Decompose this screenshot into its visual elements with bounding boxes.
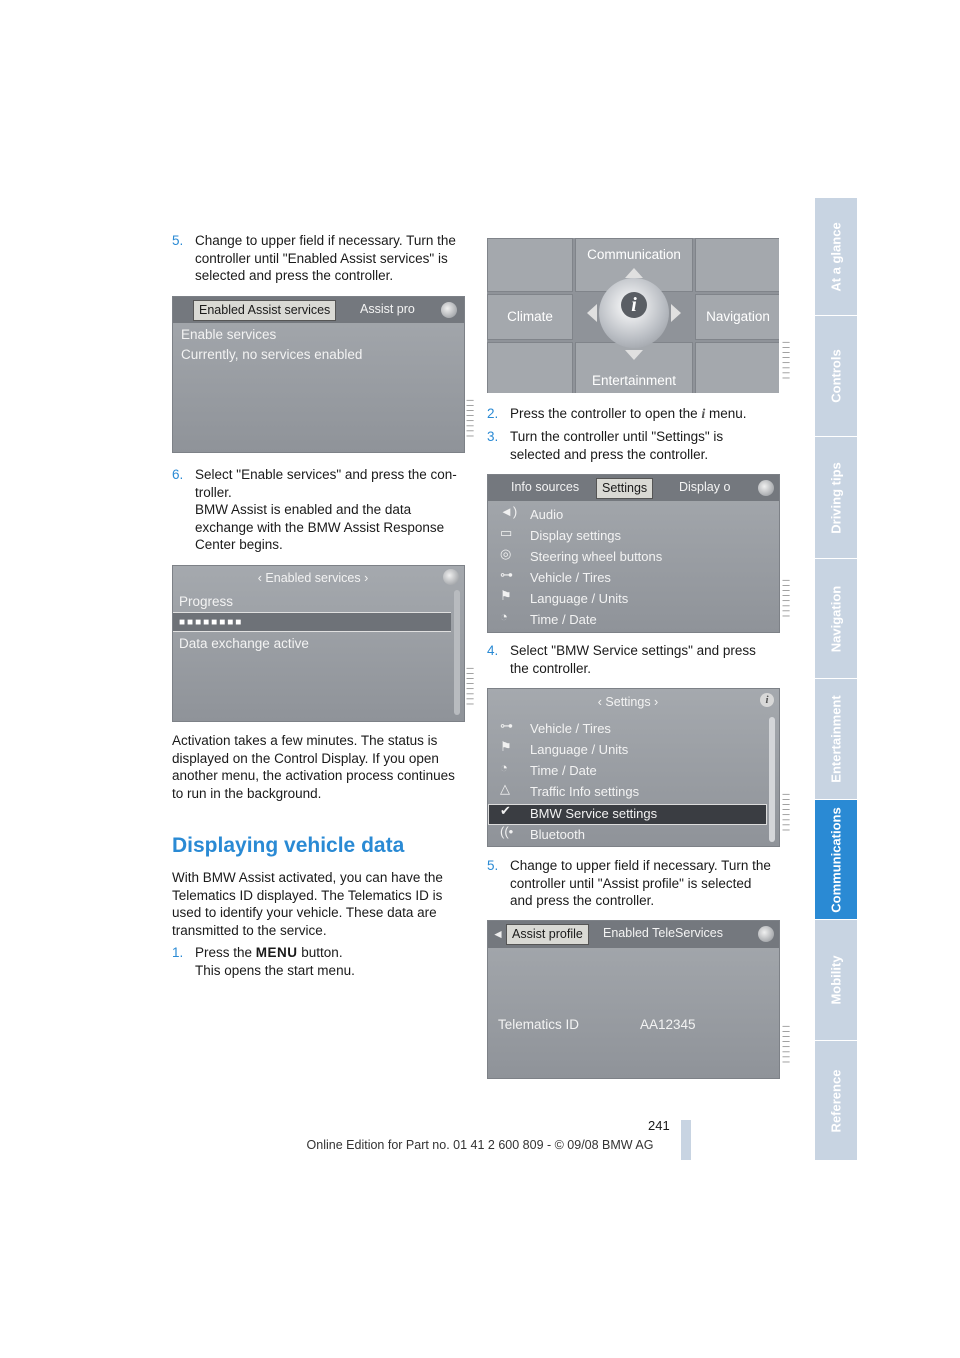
menu-climate[interactable]: Climate — [487, 294, 573, 340]
scrollbar[interactable] — [454, 590, 460, 715]
start-menu-screen — [487, 238, 779, 393]
telematics-id-value: AA12345 — [640, 1017, 696, 1032]
scrollbar[interactable] — [769, 717, 775, 842]
progress-blocks: ■■■■■■■■ — [179, 617, 244, 628]
status-text: Currently, no services enabled — [181, 347, 363, 362]
tab-at-a-glance[interactable]: At a glance — [815, 198, 857, 316]
list-item-language-units[interactable]: ⚑ Language / Units — [500, 588, 629, 606]
menu-corner — [487, 342, 573, 393]
footer-text: Online Edition for Part no. 01 41 2 600 809 - © 09/08 BMW AG — [306, 1138, 654, 1152]
step-text-line: Center begins. — [195, 537, 283, 552]
page-number: 241 — [648, 1118, 670, 1133]
screen-info-settings — [487, 474, 780, 633]
image-code: ▏▏▏▏▏▏▏▏ — [782, 1026, 788, 1067]
arrow-right-icon — [671, 304, 681, 322]
step-text-line: BMW Assist is enabled and the data — [195, 502, 412, 517]
progress-bar — [173, 612, 451, 632]
section-heading: Displaying vehicle data — [172, 834, 405, 857]
data-exchange-status: Data exchange active — [179, 636, 309, 651]
screen-enabled-services — [172, 565, 465, 722]
step-number: 5. — [172, 233, 184, 248]
flag-icon: ⚑ — [500, 588, 512, 603]
step-number: 4. — [487, 643, 499, 658]
image-code: ▏▏▏▏▏▏▏▏ — [782, 342, 788, 383]
list-item-vehicle-tires[interactable]: ⊶ Vehicle / Tires — [500, 718, 611, 736]
tab-reference[interactable]: Reference — [815, 1041, 857, 1161]
menu-navigation[interactable]: Navigation — [695, 294, 779, 340]
activation-paragraph: Activation takes a few minutes. The status is displayed on the Control Display. If you open another menu, the activation process continues to run in the background. — [172, 733, 455, 801]
step-number: 2. — [487, 406, 499, 421]
traffic-sign-icon: △ — [500, 781, 510, 796]
menu-communication[interactable]: Communication — [575, 238, 693, 292]
image-code: ▏▏▏▏▏▏▏▏ — [466, 668, 472, 709]
controller-icon — [758, 480, 774, 496]
tab-controls[interactable]: Controls — [815, 316, 857, 437]
menu-corner — [695, 342, 779, 393]
step-number: 3. — [487, 429, 499, 444]
arrow-down-icon — [625, 350, 643, 360]
list-item-display-settings[interactable]: ▭ Display settings — [500, 525, 622, 543]
controller-dial-icon — [599, 278, 669, 348]
image-code: ▏▏▏▏▏▏▏▏ — [782, 580, 788, 621]
image-code: ▏▏▏▏▏▏▏▏ — [782, 794, 788, 835]
flag-icon: ⚑ — [500, 739, 512, 754]
menu-entertainment[interactable]: Entertainment — [575, 342, 693, 393]
clock-icon: ◔ — [500, 609, 508, 624]
list-item-bluetooth[interactable]: ((• Bluetooth — [500, 824, 585, 842]
menu-corner — [695, 238, 779, 292]
clock-icon: ◔ — [500, 760, 508, 775]
list-item-time-date[interactable]: ◔ Time / Date — [500, 760, 597, 778]
controller-icon — [758, 926, 774, 942]
screen-title: ‹ Settings › — [597, 695, 659, 709]
tab-assist-profile[interactable]: Assist profile — [506, 924, 589, 945]
bluetooth-icon: ((• — [500, 824, 514, 839]
screen-enabled-assist-services — [172, 296, 465, 453]
screen-title: ‹ Enabled services › — [257, 571, 369, 585]
enable-services-item[interactable]: Enable services — [181, 327, 277, 342]
car-icon: ⊶ — [500, 718, 513, 733]
menu-button-label: MENU — [255, 945, 298, 960]
controller-icon — [441, 302, 457, 318]
info-icon: i — [760, 693, 774, 707]
step-number: 6. — [172, 467, 184, 482]
tab-communications[interactable]: Communications — [815, 800, 857, 920]
tab-navigation[interactable]: Navigation — [815, 559, 857, 679]
step-text-line: Select "Enable services" and press the con- — [195, 467, 457, 482]
audio-icon: ◄) — [500, 504, 518, 519]
step-text-line: exchange with the BMW Assist Response — [195, 519, 445, 535]
list-item-vehicle-tires[interactable]: ⊶ Vehicle / Tires — [500, 567, 611, 585]
image-code: ▏▏▏▏▏▏▏▏ — [466, 400, 472, 441]
tab-enabled-teleservices[interactable]: Enabled TeleServices — [603, 926, 723, 940]
tab-display-off[interactable]: Display o — [679, 480, 731, 494]
service-icon: ✔ — [500, 803, 511, 818]
screen-settings-list — [487, 688, 780, 847]
telematics-id-label: Telematics ID — [498, 1017, 580, 1032]
step-text-line: controller until "Enabled Assist services" is — [195, 250, 448, 266]
display-icon: ▭ — [500, 525, 513, 540]
progress-label: Progress — [179, 594, 234, 609]
step-number: 5. — [487, 858, 499, 873]
arrow-left-icon — [587, 304, 597, 322]
step-text-line: selected and press the controller. — [195, 268, 394, 283]
step-number: 1. — [172, 945, 184, 960]
arrow-left-icon: ◄ — [492, 927, 504, 941]
car-icon: ⊶ — [500, 567, 513, 582]
list-item-language-units[interactable]: ⚑ Language / Units — [500, 739, 629, 757]
list-item-audio[interactable]: ◄) Audio — [500, 504, 564, 522]
controller-icon — [443, 569, 459, 585]
arrow-up-icon — [625, 268, 643, 278]
tab-mobility[interactable]: Mobility — [815, 920, 857, 1041]
menu-corner — [487, 238, 573, 292]
list-item-bmw-service-settings[interactable]: ✔ BMW Service settings — [500, 803, 658, 821]
tab-assist-profile[interactable]: Assist pro — [360, 302, 415, 316]
tab-enabled-assist-services[interactable]: Enabled Assist services — [193, 300, 336, 321]
screen-assist-profile — [487, 920, 780, 1079]
step-text-line: Change to upper field if necessary. Turn the — [195, 233, 456, 248]
info-icon: i — [621, 292, 647, 318]
tab-entertainment[interactable]: Entertainment — [815, 679, 857, 800]
steering-wheel-icon: ◎ — [500, 546, 512, 561]
tab-info-sources[interactable]: Info sources — [511, 480, 580, 494]
step-text-line: troller. — [195, 484, 232, 500]
tab-driving-tips[interactable]: Driving tips — [815, 437, 857, 559]
telematics-paragraph: With BMW Assist activated, you can have the Telematics ID displayed. The Telematics ID is used to identify your vehicle. These data are transmitted to the service. — [172, 870, 443, 938]
info-icon: i — [701, 407, 706, 422]
tab-settings[interactable]: Settings — [596, 478, 653, 499]
list-item-traffic-info-settings[interactable]: △ Traffic Info settings — [500, 781, 640, 799]
list-item-steering-wheel-buttons[interactable]: ◎ Steering wheel buttons — [500, 546, 663, 564]
list-item-time-date[interactable]: ◔ Time / Date — [500, 609, 597, 627]
